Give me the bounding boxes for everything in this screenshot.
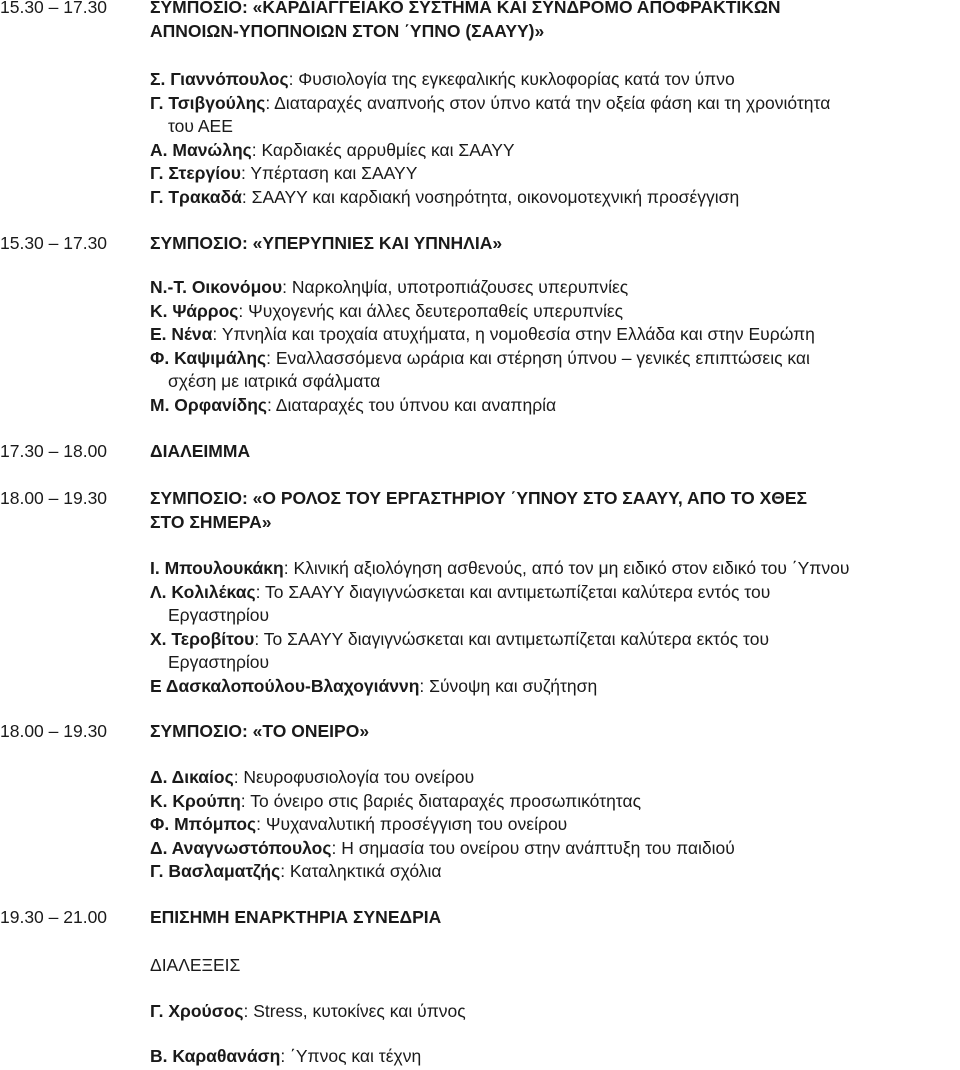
talk-topic: : Ψυχαναλυτική προσέγγιση του ονείρου <box>256 814 568 834</box>
talk-item <box>150 323 955 347</box>
session-title-line: ΕΠΙΣΗΜΗ ΕΝΑΡΚΤΗΡΙΑ ΣΥΝΕΔΡΙΑ <box>150 907 442 927</box>
talk-speaker: Γ. Τσιβγούλης <box>150 92 266 113</box>
talk-topic-continuation: Εργαστηρίου <box>168 605 270 625</box>
session-time: 18.00 – 19.30 <box>0 721 108 741</box>
session-time: 15.30 – 17.30 <box>0 0 108 17</box>
talk-speaker: Ε. Νένα <box>150 324 213 344</box>
talk-item <box>150 837 955 861</box>
talk-topic: : Υπέρταση και ΣΑΑΥΥ <box>240 163 418 183</box>
talk-topic: : Νευροφυσιολογία του ονείρου <box>233 767 475 787</box>
talk-speaker: Μ. Ορφανίδης <box>150 394 268 415</box>
talk-topic: : Ψυχογενής και άλλες δευτεροπαθείς υπερυπνίες <box>238 300 624 321</box>
session-time: 19.30 – 21.00 <box>0 907 108 927</box>
talk-topic: : Καρδιακές αρρυθμίες και ΣΑΑΥΥ <box>251 139 515 160</box>
talk-speaker: Ι. Μπουλουκάκη <box>150 558 284 578</box>
talk-speaker: Σ. Γιαννόπουλος <box>150 69 289 89</box>
talk-speaker: Χ. Τεροβίτου <box>150 628 255 649</box>
talk-topic: : Σύνοψη και συζήτηση <box>419 675 598 696</box>
talk-speaker: Β. Καραθανάση <box>150 1046 281 1066</box>
talk-topic: : Καταληκτικά σχόλια <box>280 861 442 881</box>
talk-item <box>150 628 955 675</box>
talk-topic: : Διαταραχές του ύπνου και αναπηρία <box>267 394 557 415</box>
talk-speaker: Φ. Μπόμπος <box>150 814 257 834</box>
talk-item <box>150 394 955 418</box>
session-time: 18.00 – 19.30 <box>0 488 108 508</box>
talk-item <box>150 68 955 92</box>
talk-topic-continuation: σχέση με ιατρικά σφάλματα <box>168 371 381 391</box>
talk-item <box>150 860 955 884</box>
talk-topic: : Κλινική αξιολόγηση ασθενούς, από τον μη ειδικό στον ειδικό του ΄Υπνου <box>283 558 850 578</box>
talk-item <box>150 581 955 628</box>
talk-item <box>150 1045 955 1069</box>
talk-item <box>150 790 955 814</box>
talk-speaker: Κ. Ψάρρος <box>150 300 239 321</box>
talk-item <box>150 813 955 837</box>
talk-topic-continuation: Εργαστηρίου <box>168 652 270 672</box>
talk-item <box>150 300 955 324</box>
talk-speaker: Γ. Τρακαδά <box>150 186 242 207</box>
talk-item <box>150 1000 955 1024</box>
session-1-talks <box>150 276 955 417</box>
talk-topic: : Διαταραχές αναπνοής στον ύπνο κατά την οξεία φάση και τη χρονιότητα <box>265 92 831 113</box>
talk-item <box>150 139 955 163</box>
session-title-line: ΣΥΜΠΟΣΙΟ: «ΚΑΡΔΙΑΓΓΕΙΑΚΟ ΣΥΣΤΗΜΑ ΚΑΙ ΣΥΝΔΡΟΜΟ ΑΠΟΦΡΑΚΤΙΚΩΝ <box>150 0 781 17</box>
talk-topic: : Φυσιολογία της εγκεφαλικής κυκλοφορίας κατά τον ύπνο <box>288 69 735 89</box>
session-title <box>150 906 950 930</box>
session-title <box>150 0 950 43</box>
session-time: 17.30 – 18.00 <box>0 441 108 461</box>
session-3-talks <box>150 557 955 698</box>
talk-speaker: Φ. Καψιμάλης <box>150 347 267 368</box>
session-title-line: ΣΥΜΠΟΣΙΟ: «ΥΠΕΡΥΠΝΙΕΣ ΚΑΙ ΥΠΝΗΛΙΑ» <box>150 233 503 253</box>
talk-topic-continuation: του ΑΕΕ <box>168 116 233 136</box>
talk-topic: : Το όνειρο στις βαριές διαταραχές προσωπικότητας <box>240 790 642 811</box>
session-title <box>150 487 950 534</box>
talk-speaker: Ε Δασκαλοπούλου-Βλαχογιάννη <box>150 675 420 696</box>
talk-topic: : ΣΑΑΥΥ και καρδιακή νοσηρότητα, οικονομοτεχνική προσέγγιση <box>241 186 740 207</box>
session-time: 15.30 – 17.30 <box>0 233 108 253</box>
session-title-line: ΣΥΜΠΟΣΙΟ: «ΤΟ ΟΝΕΙΡΟ» <box>150 721 370 741</box>
talk-item <box>150 766 955 790</box>
session-title-line: ΣΤΟ ΣΗΜΕΡΑ» <box>150 511 272 532</box>
talk-speaker: Κ. Κρούπη <box>150 790 241 811</box>
talk-topic: : ΄Υπνος και τέχνη <box>280 1046 422 1066</box>
talk-topic: : Το ΣΑΑΥΥ διαγιγνώσκεται και αντιμετωπίζεται καλύτερα εντός του <box>255 581 771 602</box>
talk-topic: : Υπνηλία και τροχαία ατυχήματα, η νομοθεσία στην Ελλάδα και στην Ευρώπη <box>212 324 815 344</box>
talk-item <box>150 276 955 300</box>
talk-speaker: Γ. Βασλαματζής <box>150 861 281 881</box>
talk-speaker: Ν.-Τ. Οικονόμου <box>150 277 283 297</box>
talk-item <box>150 557 955 581</box>
session-title-line: ΑΠΝΟΙΩΝ-ΥΠΟΠΝΟΙΩΝ ΣΤΟΝ ΄ΥΠΝΟ (ΣΑΑΥΥ)» <box>150 20 545 41</box>
session-title <box>150 232 950 256</box>
session-title-line: ΣΥΜΠΟΣΙΟ: «Ο ΡΟΛΟΣ ΤΟΥ ΕΡΓΑΣΤΗΡΙΟΥ ΄ΥΠΝΟΥ ΣΤΟ ΣΑΑΥΥ, ΑΠΟ ΤΟ ΧΘΕΣ <box>150 488 808 508</box>
talk-item <box>150 675 955 699</box>
session-title-line: ΔΙΑΛΕΙΜΜΑ <box>150 441 251 461</box>
talk-item <box>150 92 955 139</box>
talk-topic: : Η σημασία του ονείρου στην ανάπτυξη του παιδιού <box>331 837 735 858</box>
talk-item <box>150 162 955 186</box>
lectures-subheading: ΔΙΑΛΕΞΕΙΣ <box>150 955 241 975</box>
talk-speaker: Γ. Στεργίου <box>150 163 241 183</box>
talk-topic: : Εναλλασσόμενα ωράρια και στέρηση ύπνου – γενικές επιπτώσεις και <box>266 347 810 368</box>
talk-topic: : Ναρκοληψία, υποτροπιάζουσες υπερυπνίες <box>282 277 629 297</box>
talk-topic: : Το ΣΑΑΥΥ διαγιγνώσκεται και αντιμετωπίζεται καλύτερα εκτός του <box>254 628 770 649</box>
talk-speaker: Λ. Κολιλέκας <box>150 581 256 602</box>
session-title <box>150 720 950 744</box>
talk-speaker: Δ. Αναγνωστόπουλος <box>150 837 332 858</box>
talk-topic: : Stress, κυτοκίνες και ύπνος <box>243 1001 466 1021</box>
session-4-talks <box>150 766 955 884</box>
session-5-talk-1 <box>150 1000 955 1024</box>
talk-speaker: Δ. Δικαίος <box>150 767 234 787</box>
session-5-talk-2 <box>150 1045 955 1069</box>
talk-speaker: Γ. Χρούσος <box>150 1001 244 1021</box>
session-0-talks <box>150 68 955 209</box>
talk-item <box>150 347 955 394</box>
talk-item <box>150 186 955 210</box>
talk-speaker: Α. Μανώλης <box>150 139 252 160</box>
session-title <box>150 440 950 464</box>
